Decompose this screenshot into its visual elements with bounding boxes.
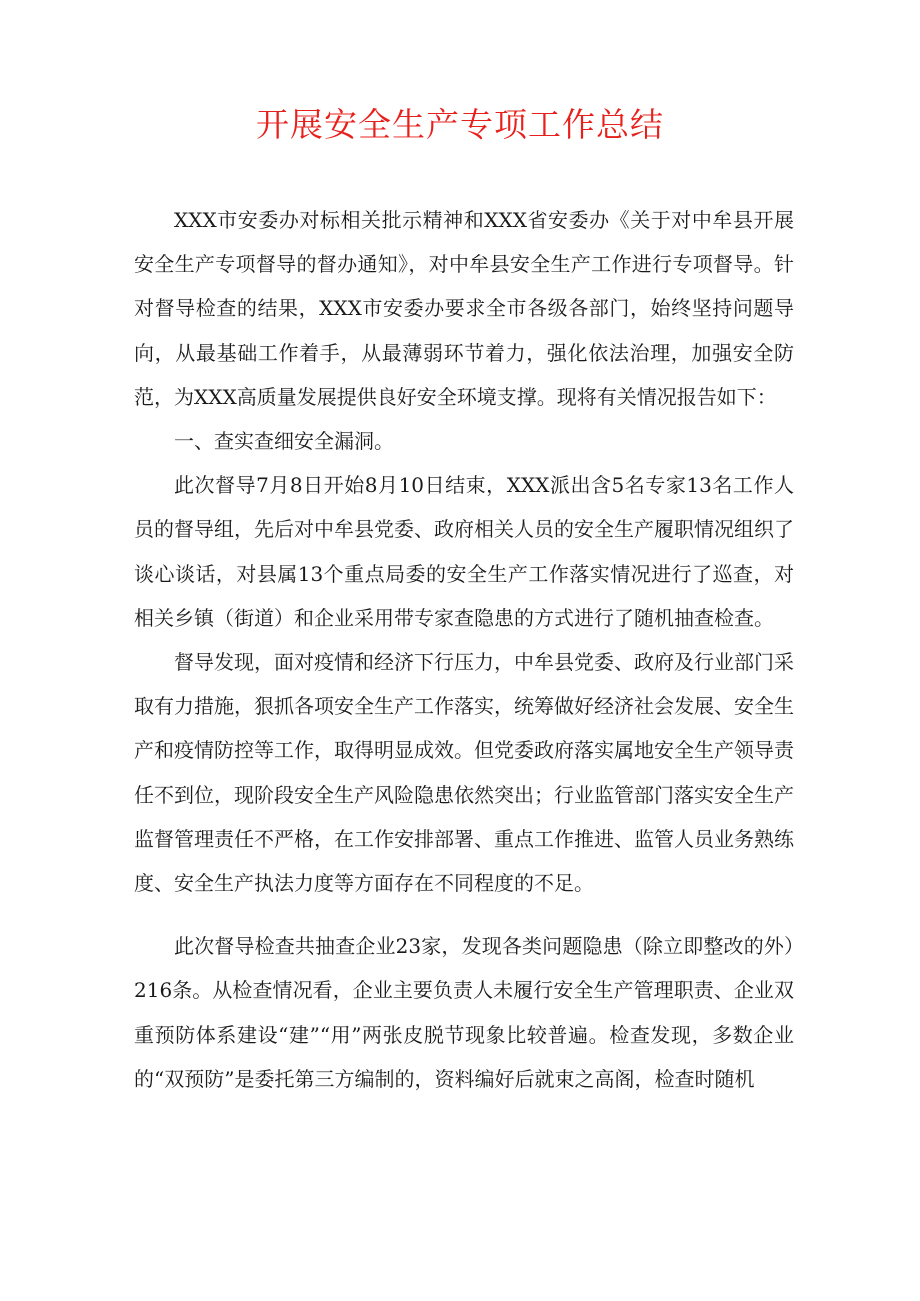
paragraph-supervision: 此次督导7月8日开始8月10日结束，XXX派出含5名专家13名工作人员的督导组，先后对中牟县党委、政府相关人员的安全生产履职情况组织了谈心谈话，对县属13个重点局委的安全生产工作落实情况进行了巡查，对相关乡镇（街道）和企业采用带专家查隐患的方式进行了随机抽查检查。: [134, 473, 794, 630]
paragraph-findings: 督导发现，面对疫情和经济下行压力，中牟县党委、政府及行业部门采取有力措施，狠抓各项安全生产工作落实，统筹做好经济社会发展、安全生产和疫情防控等工作，取得明显成效。但党委政府落实属地安全生产领导责任不到位，现阶段安全生产风险隐患依然突出；行业监管部门落实安全生产监督管理责任不严格，在工作安排部署、重点工作推进、监管人员业务熟练度、安全生产执法力度等方面存在不同程度的不足。: [134, 650, 794, 896]
section-heading-1: 一、查实查细安全漏洞。: [174, 429, 394, 454]
paragraph-gap: [134, 905, 794, 924]
paragraph-intro: XXX市安委办对标相关批示精神和XXX省安委办《关于对中牟县开展安全生产专项督导的督办通知》，对中牟县安全生产工作进行专项督导。针对督导检查的结果，XXX市安委办要求全市各级各部门，始终坚持问题导向，从最基础工作着手，从最薄弱环节着力，强化依法治理，加强安全防范，为XXX高质量发展提供良好安全环境支撑。现将有关情况报告如下：: [134, 208, 794, 409]
document-title: 开展安全生产专项工作总结: [256, 105, 664, 144]
document-body: [134, 198, 794, 1101]
paragraph-inspection: 此次督导检查共抽查企业23家，发现各类问题隐患（除立即整改的外）216条。从检查情况看，企业主要负责人未履行安全生产管理职责、企业双重预防体系建设“建”“用”两张皮脱节现象比较普遍。检查发现，多数企业的“双预防”是委托第三方编制的，资料编好后就束之高阁，检查时随机: [134, 934, 794, 1091]
